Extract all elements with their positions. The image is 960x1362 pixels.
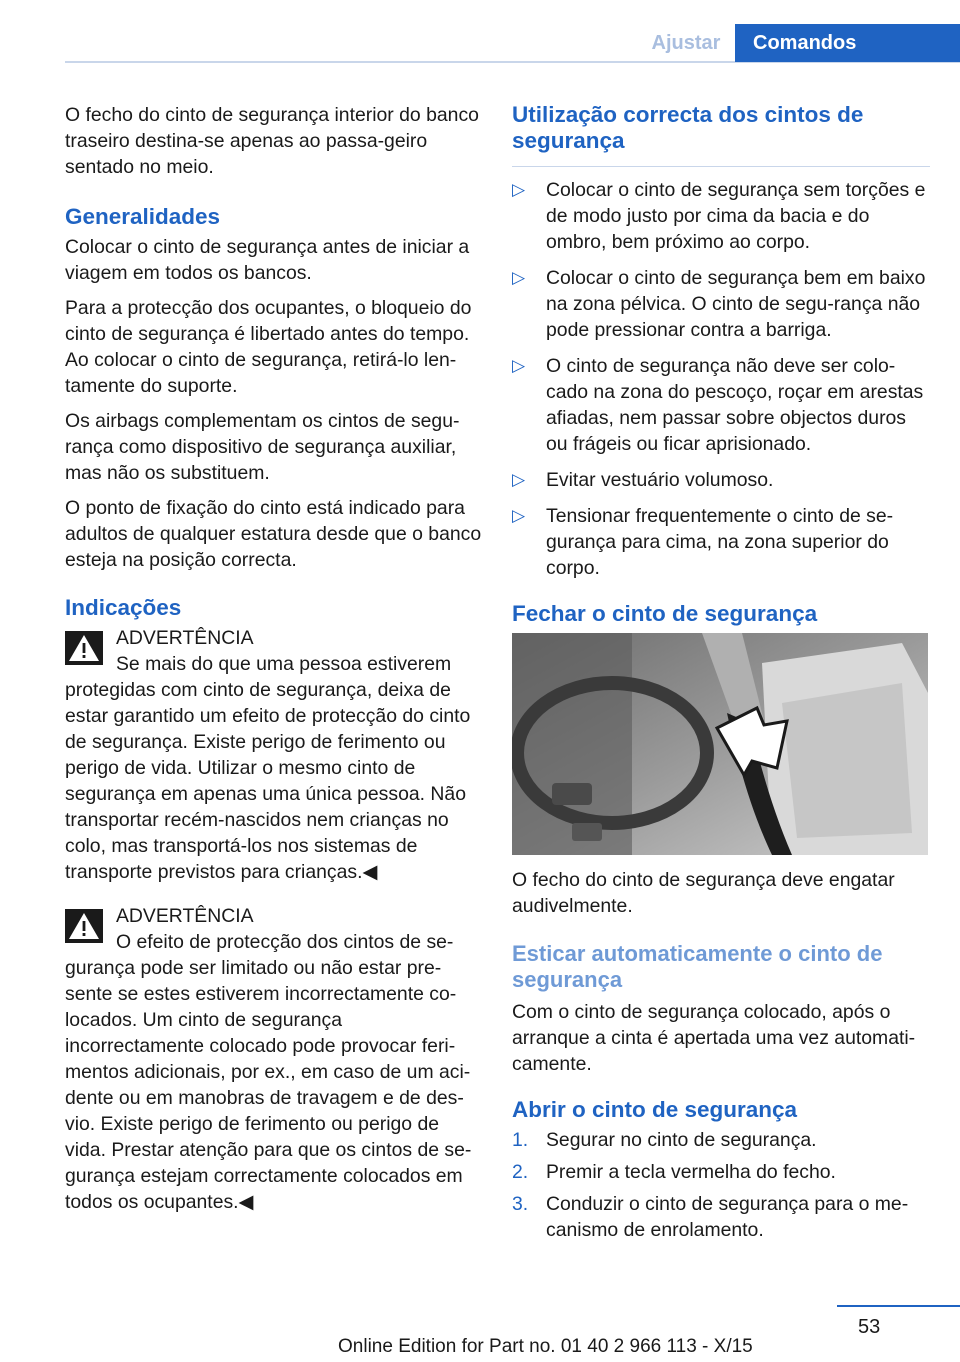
- bullet-triangle-icon: ▷: [512, 470, 526, 489]
- section-title-indicacoes: Indicações: [65, 595, 182, 620]
- step-item: 1. Segurar no cinto de segurança.: [512, 1129, 817, 1151]
- warning-text-start: Se mais do que uma pessoa estiverem: [116, 653, 452, 675]
- paragraph: O ponto de fixação do cinto está indicado para adultos de qualquer estatura desde que o banco esteja na posição correcta.: [65, 497, 482, 571]
- tab-comandos[interactable]: Comandos: [735, 24, 960, 62]
- divider: [512, 166, 930, 167]
- subsection-title-esticar: Esticar automaticamente o cinto de segurança: [512, 941, 883, 992]
- bullet-list: [512, 177, 930, 581]
- warning-text: gurança pode ser limitado ou não estar pre-sente se estes estiverem incorrectamente co-locados. Um cinto de segurança incorrectamente colocado pode provocar feri-mentos adicionais, por ex., em caso de um aci-dente ou em manobras de travagem e de des-vio. Existe perigo de ferimento ou perigo de vida. Prestar atenção para que os cintos de se-gurança estejam correctamente colocados em todos os ocupantes.◀: [65, 957, 472, 1213]
- list-item: ▷ O cinto de segurança não deve ser colo-cado na zona do pescoço, roçar em arestas afiadas, nem passar sobre objectos duros ou frágeis ou ficar aprisionado.: [512, 355, 924, 455]
- warning-text-start: O efeito de protecção dos cintos de se-: [116, 931, 454, 953]
- warning-heading: ADVERTÊNCIA: [116, 627, 254, 649]
- left-column: [65, 102, 483, 1225]
- warning-text: protegidas com cinto de segurança, deixa de estar garantido um efeito de protecção do cinto de segurança. Existe perigo de ferimento ou perigo de vida. Utilizar o mesmo cinto de segurança em apenas uma única pessoa. Não transportar recém-nascidos nem crianças no colo, mas transportá-los nos sistemas de transporte previstos para crianças.◀: [65, 679, 471, 883]
- bullet-triangle-icon: ▷: [512, 356, 526, 375]
- bullet-triangle-icon: ▷: [512, 268, 526, 287]
- step-item: 2. Premir a tecla vermelha do fecho.: [512, 1161, 836, 1183]
- warning-heading: ADVERTÊNCIA: [116, 905, 254, 927]
- list-item: ▷ Colocar o cinto de segurança bem em baixo na zona pélvica. O cinto de segu-rança não pode pressionar contra a barriga.: [512, 267, 926, 341]
- steps-list: [512, 1127, 930, 1243]
- paragraph: Os airbags complementam os cintos de segu-rança como dispositivo de segurança auxiliar, mas não os substituem.: [65, 410, 460, 484]
- bullet-triangle-icon: ▷: [512, 180, 526, 199]
- edition-note: Online Edition for Part no. 01 40 2 966 113 - X/15: [338, 1336, 753, 1357]
- paragraph: Para a protecção dos ocupantes, o bloqueio do cinto de segurança é libertado antes do tempo. Ao colocar o cinto de segurança, retirá-lo len-tamente do suporte.: [65, 297, 472, 397]
- list-item: ▷ Tensionar frequentemente o cinto de se-gurança para cima, na zona superior do corpo.: [512, 505, 894, 579]
- paragraph: Colocar o cinto de segurança antes de iniciar a viagem em todos os bancos.: [65, 236, 470, 284]
- warning-block: [65, 903, 483, 1215]
- warning-block: [65, 625, 483, 885]
- section-title-fechar: Fechar o cinto de segurança: [512, 601, 818, 626]
- warning-triangle-icon: [65, 909, 103, 943]
- list-item: ▷ Evitar vestuário volumoso.: [512, 469, 774, 491]
- footer-rule: [837, 1305, 960, 1307]
- section-title-generalidades: Generalidades: [65, 204, 221, 229]
- intro-paragraph: O fecho do cinto de segurança interior do banco traseiro destina-se apenas ao passa-geiro sentado no meio.: [65, 104, 479, 178]
- section-title-utilizacao: Utilização correcta dos cintos de segurança: [512, 102, 864, 153]
- list-item: ▷ Colocar o cinto de segurança sem torções e de modo justo por cima da bacia e do ombro, bem próximo ao corpo.: [512, 179, 926, 253]
- paragraph: Com o cinto de segurança colocado, após o arranque a cinta é apertada uma vez automati-camente.: [512, 1001, 916, 1075]
- section-title-abrir: Abrir o cinto de segurança: [512, 1097, 798, 1122]
- step-item: 3. Conduzir o cinto de segurança para o me-canismo de enrolamento.: [512, 1193, 909, 1241]
- paragraph: O fecho do cinto de segurança deve engatar audivelmente.: [512, 869, 895, 917]
- page-number: 53: [858, 1316, 881, 1338]
- seatbelt-buckle-photo: [512, 633, 928, 855]
- tab-ajustar[interactable]: Ajustar: [651, 32, 721, 54]
- right-column: [512, 102, 930, 1249]
- warning-triangle-icon: [65, 631, 103, 665]
- bullet-triangle-icon: ▷: [512, 506, 526, 525]
